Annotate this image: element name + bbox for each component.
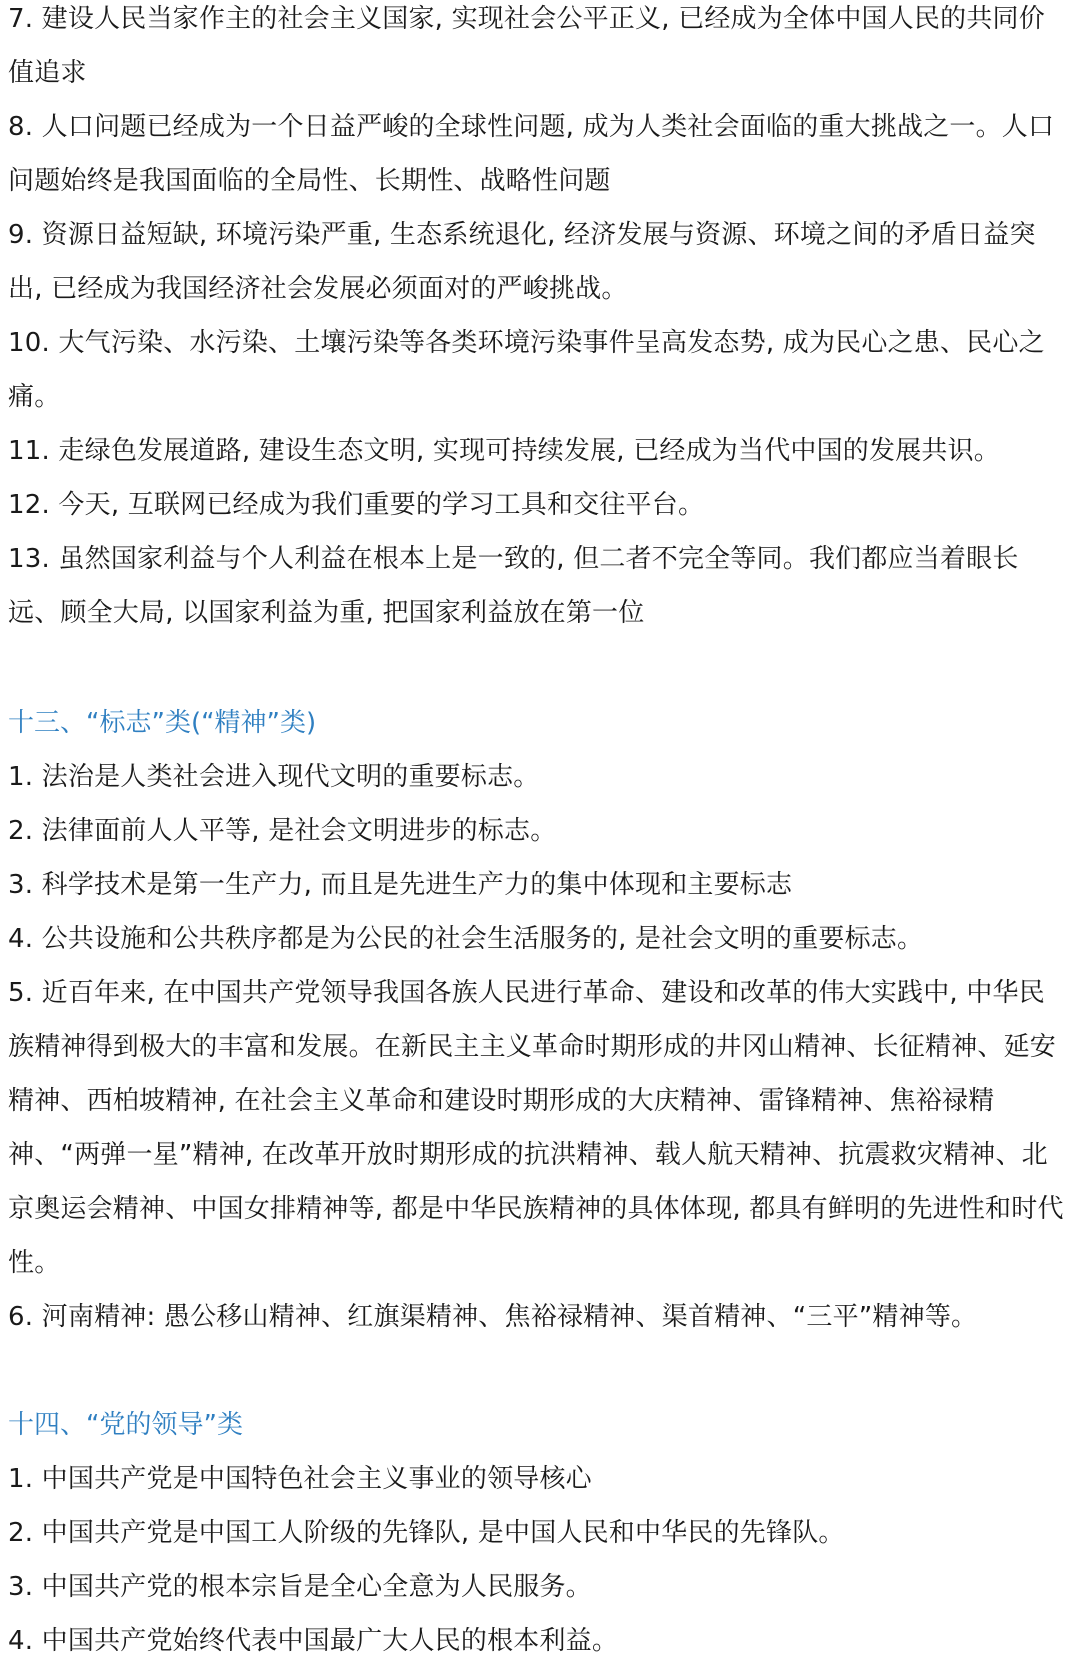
list-item: 4. 公共设施和公共秩序都是为公民的社会生活服务的, 是社会文明的重要标志。 xyxy=(8,924,924,954)
list-item: 4. 中国共产党始终代表中国最广大人民的根本利益。 xyxy=(8,1626,619,1656)
list-item: 8. 人口问题已经成为一个日益严峻的全球性问题, 成为人类社会面临的重大挑战之一。人口问题始终是我国面临的全局性、长期性、战略性问题 xyxy=(8,112,1055,196)
list-item: 3. 中国共产党的根本宗旨是全心全意为人民服务。 xyxy=(8,1572,592,1602)
section-13 xyxy=(8,696,1070,1344)
list-item: 5. 近百年来, 在中国共产党领导我国各族人民进行革命、建设和改革的伟大实践中, 中华民族精神得到极大的丰富和发展。在新民主主义革命时期形成的井冈山精神、长征精神、延安精神、西柏坡精神, 在社会主义革命和建设时期形成的大庆精神、雷锋精神、焦裕禄精神、“两弹一星”精神, 在改革开放时期形成的抗洪精神、载人航天精神、抗震救灾精神、北京奥运会精神、中国女排精神等, 都是中华民族精神的具体体现, 都具有鲜明的先进性和时代性。 xyxy=(8,978,1064,1278)
section-14 xyxy=(8,1398,1070,1668)
list-item: 13. 虽然国家利益与个人利益在根本上是一致的, 但二者不完全等同。我们都应当着眼长远、顾全大局, 以国家利益为重, 把国家利益放在第一位 xyxy=(8,544,1019,628)
list-item: 2. 法律面前人人平等, 是社会文明进步的标志。 xyxy=(8,816,557,846)
section-heading: 十三、“标志”类(“精神”类) xyxy=(8,708,317,738)
list-item: 11. 走绿色发展道路, 建设生态文明, 实现可持续发展, 已经成为当代中国的发展共识。 xyxy=(8,436,1001,466)
list-item: 12. 今天, 互联网已经成为我们重要的学习工具和交往平台。 xyxy=(8,490,705,520)
list-item: 3. 科学技术是第一生产力, 而且是先进生产力的集中体现和主要标志 xyxy=(8,870,793,900)
section-heading: 十四、“党的领导”类 xyxy=(8,1410,243,1440)
list-item: 7. 建设人民当家作主的社会主义国家, 实现社会公平正义, 已经成为全体中国人民的共同价值追求 xyxy=(8,4,1045,88)
list-item: 1. 法治是人类社会进入现代文明的重要标志。 xyxy=(8,762,540,792)
list-item: 9. 资源日益短缺, 环境污染严重, 生态系统退化, 经济发展与资源、环境之间的矛盾日益突出, 已经成为我国经济社会发展必须面对的严峻挑战。 xyxy=(8,220,1036,304)
list-continued xyxy=(8,0,1070,640)
list-item: 2. 中国共产党是中国工人阶级的先锋队, 是中国人民和中华民的先锋队。 xyxy=(8,1518,845,1548)
list-item: 6. 河南精神: 愚公移山精神、红旗渠精神、焦裕禄精神、渠首精神、“三平”精神等。 xyxy=(8,1302,978,1332)
list-item: 10. 大气污染、水污染、土壤污染等各类环境污染事件呈高发态势, 成为民心之患、民心之痛。 xyxy=(8,328,1045,412)
list-item: 1. 中国共产党是中国特色社会主义事业的领导核心 xyxy=(8,1464,592,1494)
